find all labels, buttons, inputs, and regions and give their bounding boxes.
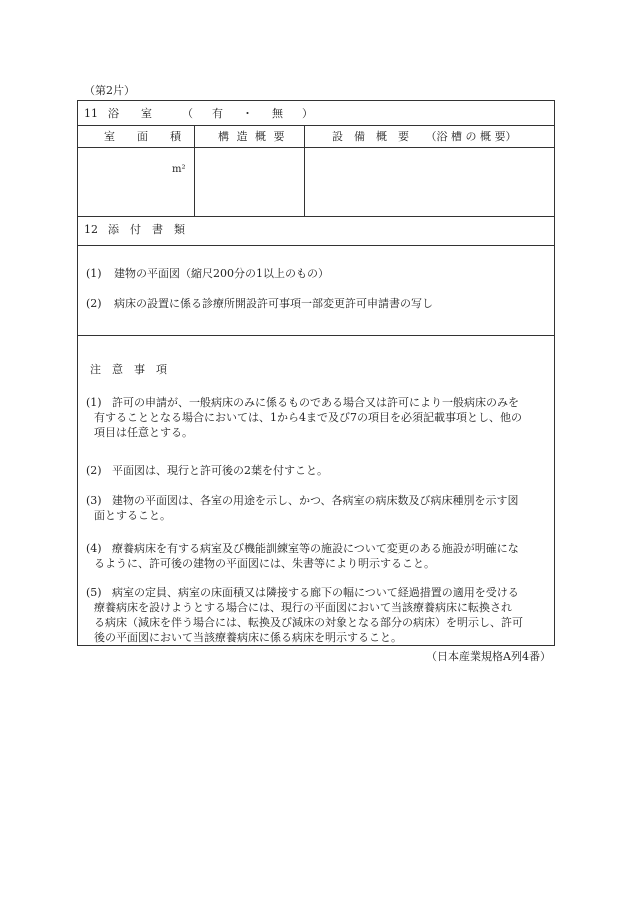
note-1-line: 項目は任意とする。 xyxy=(94,426,193,439)
note-4-line: 療養病床を有する病室及び機能訓練室等の施設について変更のある施設が明確にな xyxy=(112,542,519,555)
note-1-line: 有することとなる場合においては、1から4まで及び7の項目を必須記載事項とし、他の xyxy=(94,411,522,424)
header-area: 室 面 積 xyxy=(104,130,181,143)
section12-number: 12 xyxy=(84,223,98,236)
note-1 xyxy=(86,395,548,440)
note-2-num: (2) xyxy=(86,464,102,477)
note-5 xyxy=(86,585,548,645)
note-5-line: る病床（減床を伴う場合には、転換及び減床の対象となる部分の病床）を明示し、許可 xyxy=(94,616,523,629)
note-4-line: るように、許可後の建物の平面図には、朱書等により明示すること。 xyxy=(94,557,435,570)
note-5-line: 病室の定員、病室の床面積又は隣接する廊下の幅について経過措置の適用を受ける xyxy=(112,586,519,599)
attachment-2-text: 病床の設置に係る診療所開設許可事項一部変更許可申請書の写し xyxy=(114,297,433,310)
notes-title: 注 意 事 項 xyxy=(90,363,167,376)
note-2 xyxy=(86,463,548,478)
attachment-1-text: 建物の平面図（縮尺200分の1以上のもの） xyxy=(114,267,329,280)
column-divider xyxy=(194,125,195,216)
section11-title: 浴 室 xyxy=(108,107,152,120)
note-5-num: (5) xyxy=(86,586,102,599)
header-equipment: 設 備 概 要 （浴 槽 の 概 要） xyxy=(332,130,517,143)
note-4 xyxy=(86,541,548,571)
note-3-line: 建物の平面図は、各室の用途を示し、かつ、各病室の病床数及び病床種別を示す図 xyxy=(112,494,519,507)
note-5-line: 療養病床を設けようとする場合には、現行の平面図において当該療養病床に転換され xyxy=(94,601,512,614)
area-unit: m² xyxy=(172,164,186,175)
note-5-line: 後の平面図において当該療養病床に係る病床を明示すること。 xyxy=(94,631,402,644)
note-3 xyxy=(86,493,548,523)
section11-option: （ 有 ・ 無 ） xyxy=(182,107,317,120)
note-3-line: 面とすること。 xyxy=(94,509,171,522)
note-4-num: (4) xyxy=(86,542,102,555)
column-divider xyxy=(304,125,305,216)
form-frame xyxy=(77,100,555,646)
header-structure: 構 造 概 要 xyxy=(218,130,287,143)
section11-number: 11 xyxy=(84,107,98,120)
divider xyxy=(78,216,554,217)
divider xyxy=(78,125,554,126)
divider xyxy=(78,335,554,336)
sheet-label: （第2片） xyxy=(84,84,135,97)
note-3-num: (3) xyxy=(86,494,102,507)
section12-title: 添 付 書 類 xyxy=(108,223,185,236)
note-1-line: 許可の申請が、一般病床のみに係るものである場合又は許可により一般病床のみを xyxy=(112,396,519,409)
attachment-2-num: (2) xyxy=(86,297,102,310)
footer-standard: （日本産業規格A列4番） xyxy=(426,650,551,663)
divider xyxy=(78,245,554,246)
attachment-1-num: (1) xyxy=(86,267,102,280)
divider xyxy=(78,147,554,148)
note-2-line: 平面図は、現行と許可後の2葉を付すこと。 xyxy=(112,464,328,477)
note-1-num: (1) xyxy=(86,396,102,409)
